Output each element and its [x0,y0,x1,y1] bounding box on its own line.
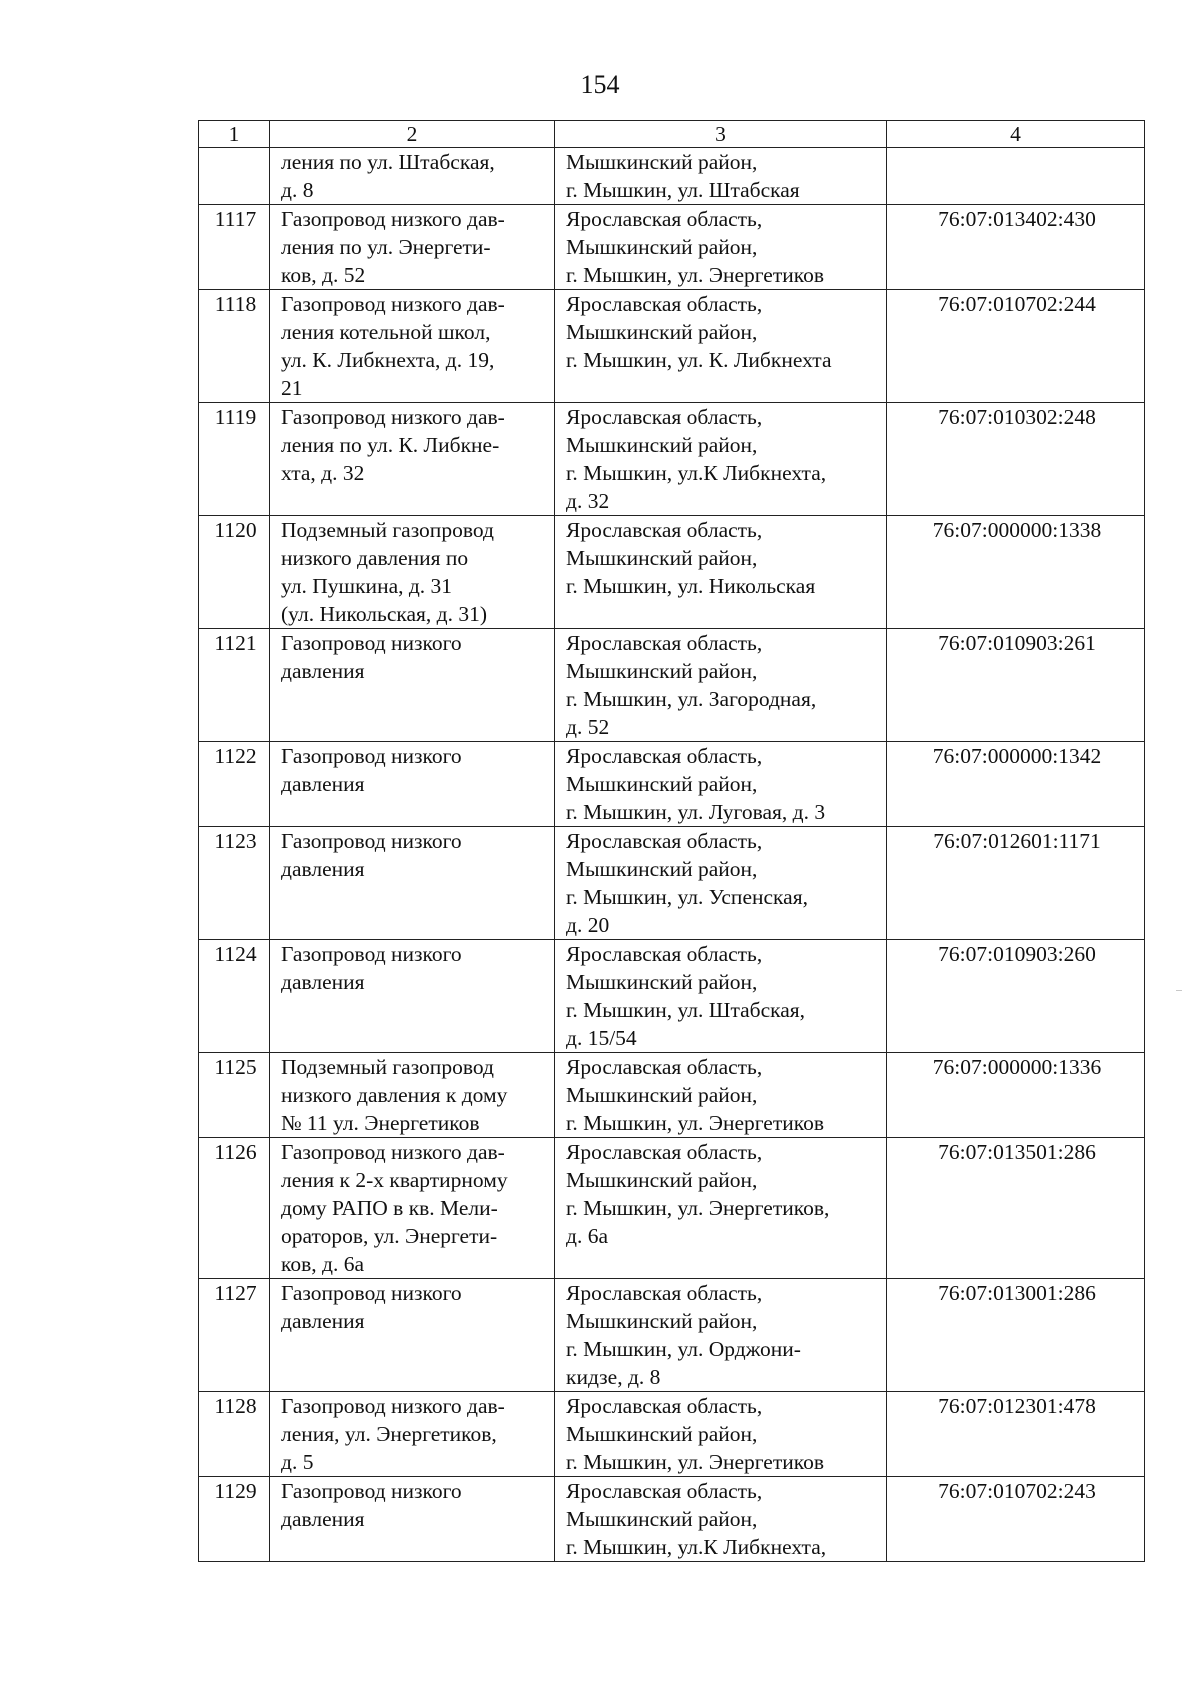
address-line: Мышкинский район, [566,1168,758,1192]
address-cell [555,629,887,742]
row-number: 1123 [199,827,270,940]
object-name-line: хта, д. 32 [281,461,365,485]
object-name-line: ления к 2-х квартирному [281,1168,508,1192]
address-cell [555,516,887,629]
address-cell [555,205,887,290]
object-name-line: Газопровод низкого [281,1479,462,1503]
object-name-line: Газопровод низкого дав- [281,207,505,231]
address-line: г. Мышкин, ул.К Либкнехта, [566,461,827,485]
object-name-cell [270,629,555,742]
object-name-line: ораторов, ул. Энергети- [281,1224,498,1248]
address-cell [555,1477,887,1562]
object-name-line: Газопровод низкого дав- [281,292,505,316]
cadastral-number: 76:07:013402:430 [887,205,1145,290]
table-row [199,1053,1145,1138]
object-name-line: ления, ул. Энергетиков, [281,1422,497,1446]
cadastral-number: 76:07:010702:244 [887,290,1145,403]
object-name-line: д. 8 [281,178,314,202]
row-number: 1117 [199,205,270,290]
address-line: г. Мышкин, ул. Загородная, [566,687,817,711]
object-name-line: Газопровод низкого дав- [281,1394,505,1418]
row-number: 1124 [199,940,270,1053]
address-cell [555,403,887,516]
address-cell [555,148,887,205]
address-cell [555,1138,887,1279]
address-line: г. Мышкин, ул. Штабская, [566,998,806,1022]
address-line: Ярославская область, [566,1140,763,1164]
address-line: Мышкинский район, [566,235,758,259]
object-name-line: Подземный газопровод [281,518,494,542]
object-name-line: ул. Пушкина, д. 31 [281,574,453,598]
address-cell [555,1279,887,1392]
table-body [199,148,1145,1562]
address-line: Ярославская область, [566,518,763,542]
object-name-line: Подземный газопровод [281,1055,494,1079]
cadastral-number: 76:07:010903:260 [887,940,1145,1053]
cadastral-number: 76:07:000000:1338 [887,516,1145,629]
object-name-line: ления по ул. Штабская, [281,150,495,174]
cadastral-number: 76:07:013501:286 [887,1138,1145,1279]
address-line: кидзе, д. 8 [566,1365,661,1389]
page-number: 154 [580,70,620,99]
object-name-cell [270,1392,555,1477]
object-name-cell [270,940,555,1053]
object-name-line: Газопровод низкого [281,631,462,655]
address-line: Ярославская область, [566,744,763,768]
address-line: г. Мышкин, ул. Энергетиков, [566,1196,830,1220]
column-header-3: 3 [555,121,887,148]
address-line: Мышкинский район, [566,1083,758,1107]
object-name-cell [270,148,555,205]
address-line: г. Мышкин, ул. К. Либкнехта [566,348,832,372]
object-name-line: давления [281,1507,365,1531]
address-line: г. Мышкин, ул. Штабская [566,178,800,202]
address-line: Ярославская область, [566,631,763,655]
address-cell [555,827,887,940]
address-line: д. 20 [566,913,610,937]
address-line: Ярославская область, [566,207,763,231]
object-name-cell [270,516,555,629]
address-line: Ярославская область, [566,1479,763,1503]
object-name-line: д. 5 [281,1450,314,1474]
object-name-line: низкого давления к дому [281,1083,508,1107]
column-header-2: 2 [270,121,555,148]
address-line: д. 52 [566,715,610,739]
row-number: 1128 [199,1392,270,1477]
object-name-line: Газопровод низкого [281,829,462,853]
address-line: Ярославская область, [566,405,763,429]
cadastral-number: 76:07:000000:1342 [887,742,1145,827]
cadastral-number [887,148,1145,205]
address-line: Ярославская область, [566,1055,763,1079]
table-row [199,742,1145,827]
object-name-cell [270,1279,555,1392]
address-line: Ярославская область, [566,1281,763,1305]
object-name-line: давления [281,1309,365,1333]
address-cell [555,1392,887,1477]
table-row [199,1477,1145,1562]
row-number [199,148,270,205]
table-row [199,1392,1145,1477]
row-number: 1125 [199,1053,270,1138]
object-name-cell [270,290,555,403]
address-line: Ярославская область, [566,829,763,853]
cadastral-number: 76:07:012601:1171 [887,827,1145,940]
address-line: д. 15/54 [566,1026,637,1050]
object-name-line: ул. К. Либкнехта, д. 19, [281,348,495,372]
cadastral-number: 76:07:010702:243 [887,1477,1145,1562]
table-row [199,148,1145,205]
header-row [199,121,1145,148]
table-row [199,290,1145,403]
cadastral-number: 76:07:013001:286 [887,1279,1145,1392]
object-name-line: Газопровод низкого дав- [281,405,505,429]
object-name-line: дому РАПО в кв. Мели- [281,1196,498,1220]
cadastral-number: 76:07:000000:1336 [887,1053,1145,1138]
object-name-line: ления котельной школ, [281,320,491,344]
object-name-line: ков, д. 52 [281,263,366,287]
object-name-line: низкого давления по [281,546,469,570]
object-name-cell [270,403,555,516]
column-header-4: 4 [887,121,1145,148]
table-row [199,516,1145,629]
object-name-line: давления [281,772,365,796]
address-line: г. Мышкин, ул.К Либкнехта, [566,1535,827,1559]
table-row [199,940,1145,1053]
object-name-line: Газопровод низкого дав- [281,1140,505,1164]
row-number: 1120 [199,516,270,629]
object-name-line: 21 [281,376,303,400]
object-name-line: № 11 ул. Энергетиков [281,1111,480,1135]
column-header-1: 1 [199,121,270,148]
table-row [199,1138,1145,1279]
row-number: 1118 [199,290,270,403]
object-name-cell [270,827,555,940]
object-name-line: давления [281,659,365,683]
object-name-line: (ул. Никольская, д. 31) [281,602,488,626]
address-line: Мышкинский район, [566,970,758,994]
address-line: Мышкинский район, [566,1309,758,1333]
address-line: Мышкинский район, [566,659,758,683]
row-number: 1127 [199,1279,270,1392]
row-number: 1119 [199,403,270,516]
row-number: 1122 [199,742,270,827]
address-line: г. Мышкин, ул. Энергетиков [566,1450,824,1474]
table-row [199,827,1145,940]
address-cell [555,940,887,1053]
table-row [199,629,1145,742]
address-line: д. 32 [566,489,610,513]
object-name-line: Газопровод низкого [281,1281,462,1305]
cadastral-number: 76:07:012301:478 [887,1392,1145,1477]
table-row [199,1279,1145,1392]
address-cell [555,1053,887,1138]
address-line: д. 6а [566,1224,608,1248]
row-number: 1121 [199,629,270,742]
row-number: 1126 [199,1138,270,1279]
object-name-cell [270,205,555,290]
address-cell [555,290,887,403]
address-line: Мышкинский район, [566,433,758,457]
address-line: Ярославская область, [566,1394,763,1418]
registry-table [198,120,1145,1562]
address-cell [555,742,887,827]
address-line: Мышкинский район, [566,546,758,570]
address-line: Мышкинский район, [566,320,758,344]
object-name-cell [270,742,555,827]
address-line: г. Мышкин, ул. Луговая, д. 3 [566,800,826,824]
object-name-line: Газопровод низкого [281,942,462,966]
address-line: Мышкинский район, [566,150,758,174]
object-name-line: давления [281,857,365,881]
object-name-cell [270,1477,555,1562]
object-name-cell [270,1053,555,1138]
table-row [199,403,1145,516]
object-name-line: ления по ул. К. Либкне- [281,433,500,457]
address-line: Ярославская область, [566,942,763,966]
cadastral-number: 76:07:010302:248 [887,403,1145,516]
object-name-line: ления по ул. Энергети- [281,235,491,259]
object-name-line: Газопровод низкого [281,744,462,768]
address-line: Мышкинский район, [566,1422,758,1446]
address-line: г. Мышкин, ул. Энергетиков [566,263,824,287]
cadastral-number: 76:07:010903:261 [887,629,1145,742]
scan-speck [1176,990,1182,991]
address-line: г. Мышкин, ул. Энергетиков [566,1111,824,1135]
address-line: г. Мышкин, ул. Орджони- [566,1337,801,1361]
address-line: Мышкинский район, [566,1507,758,1531]
address-line: Ярославская область, [566,292,763,316]
address-line: г. Мышкин, ул. Успенская, [566,885,808,909]
row-number: 1129 [199,1477,270,1562]
object-name-cell [270,1138,555,1279]
object-name-line: ков, д. 6а [281,1252,364,1276]
address-line: Мышкинский район, [566,857,758,881]
table-row [199,205,1145,290]
address-line: Мышкинский район, [566,772,758,796]
address-line: г. Мышкин, ул. Никольская [566,574,816,598]
object-name-line: давления [281,970,365,994]
